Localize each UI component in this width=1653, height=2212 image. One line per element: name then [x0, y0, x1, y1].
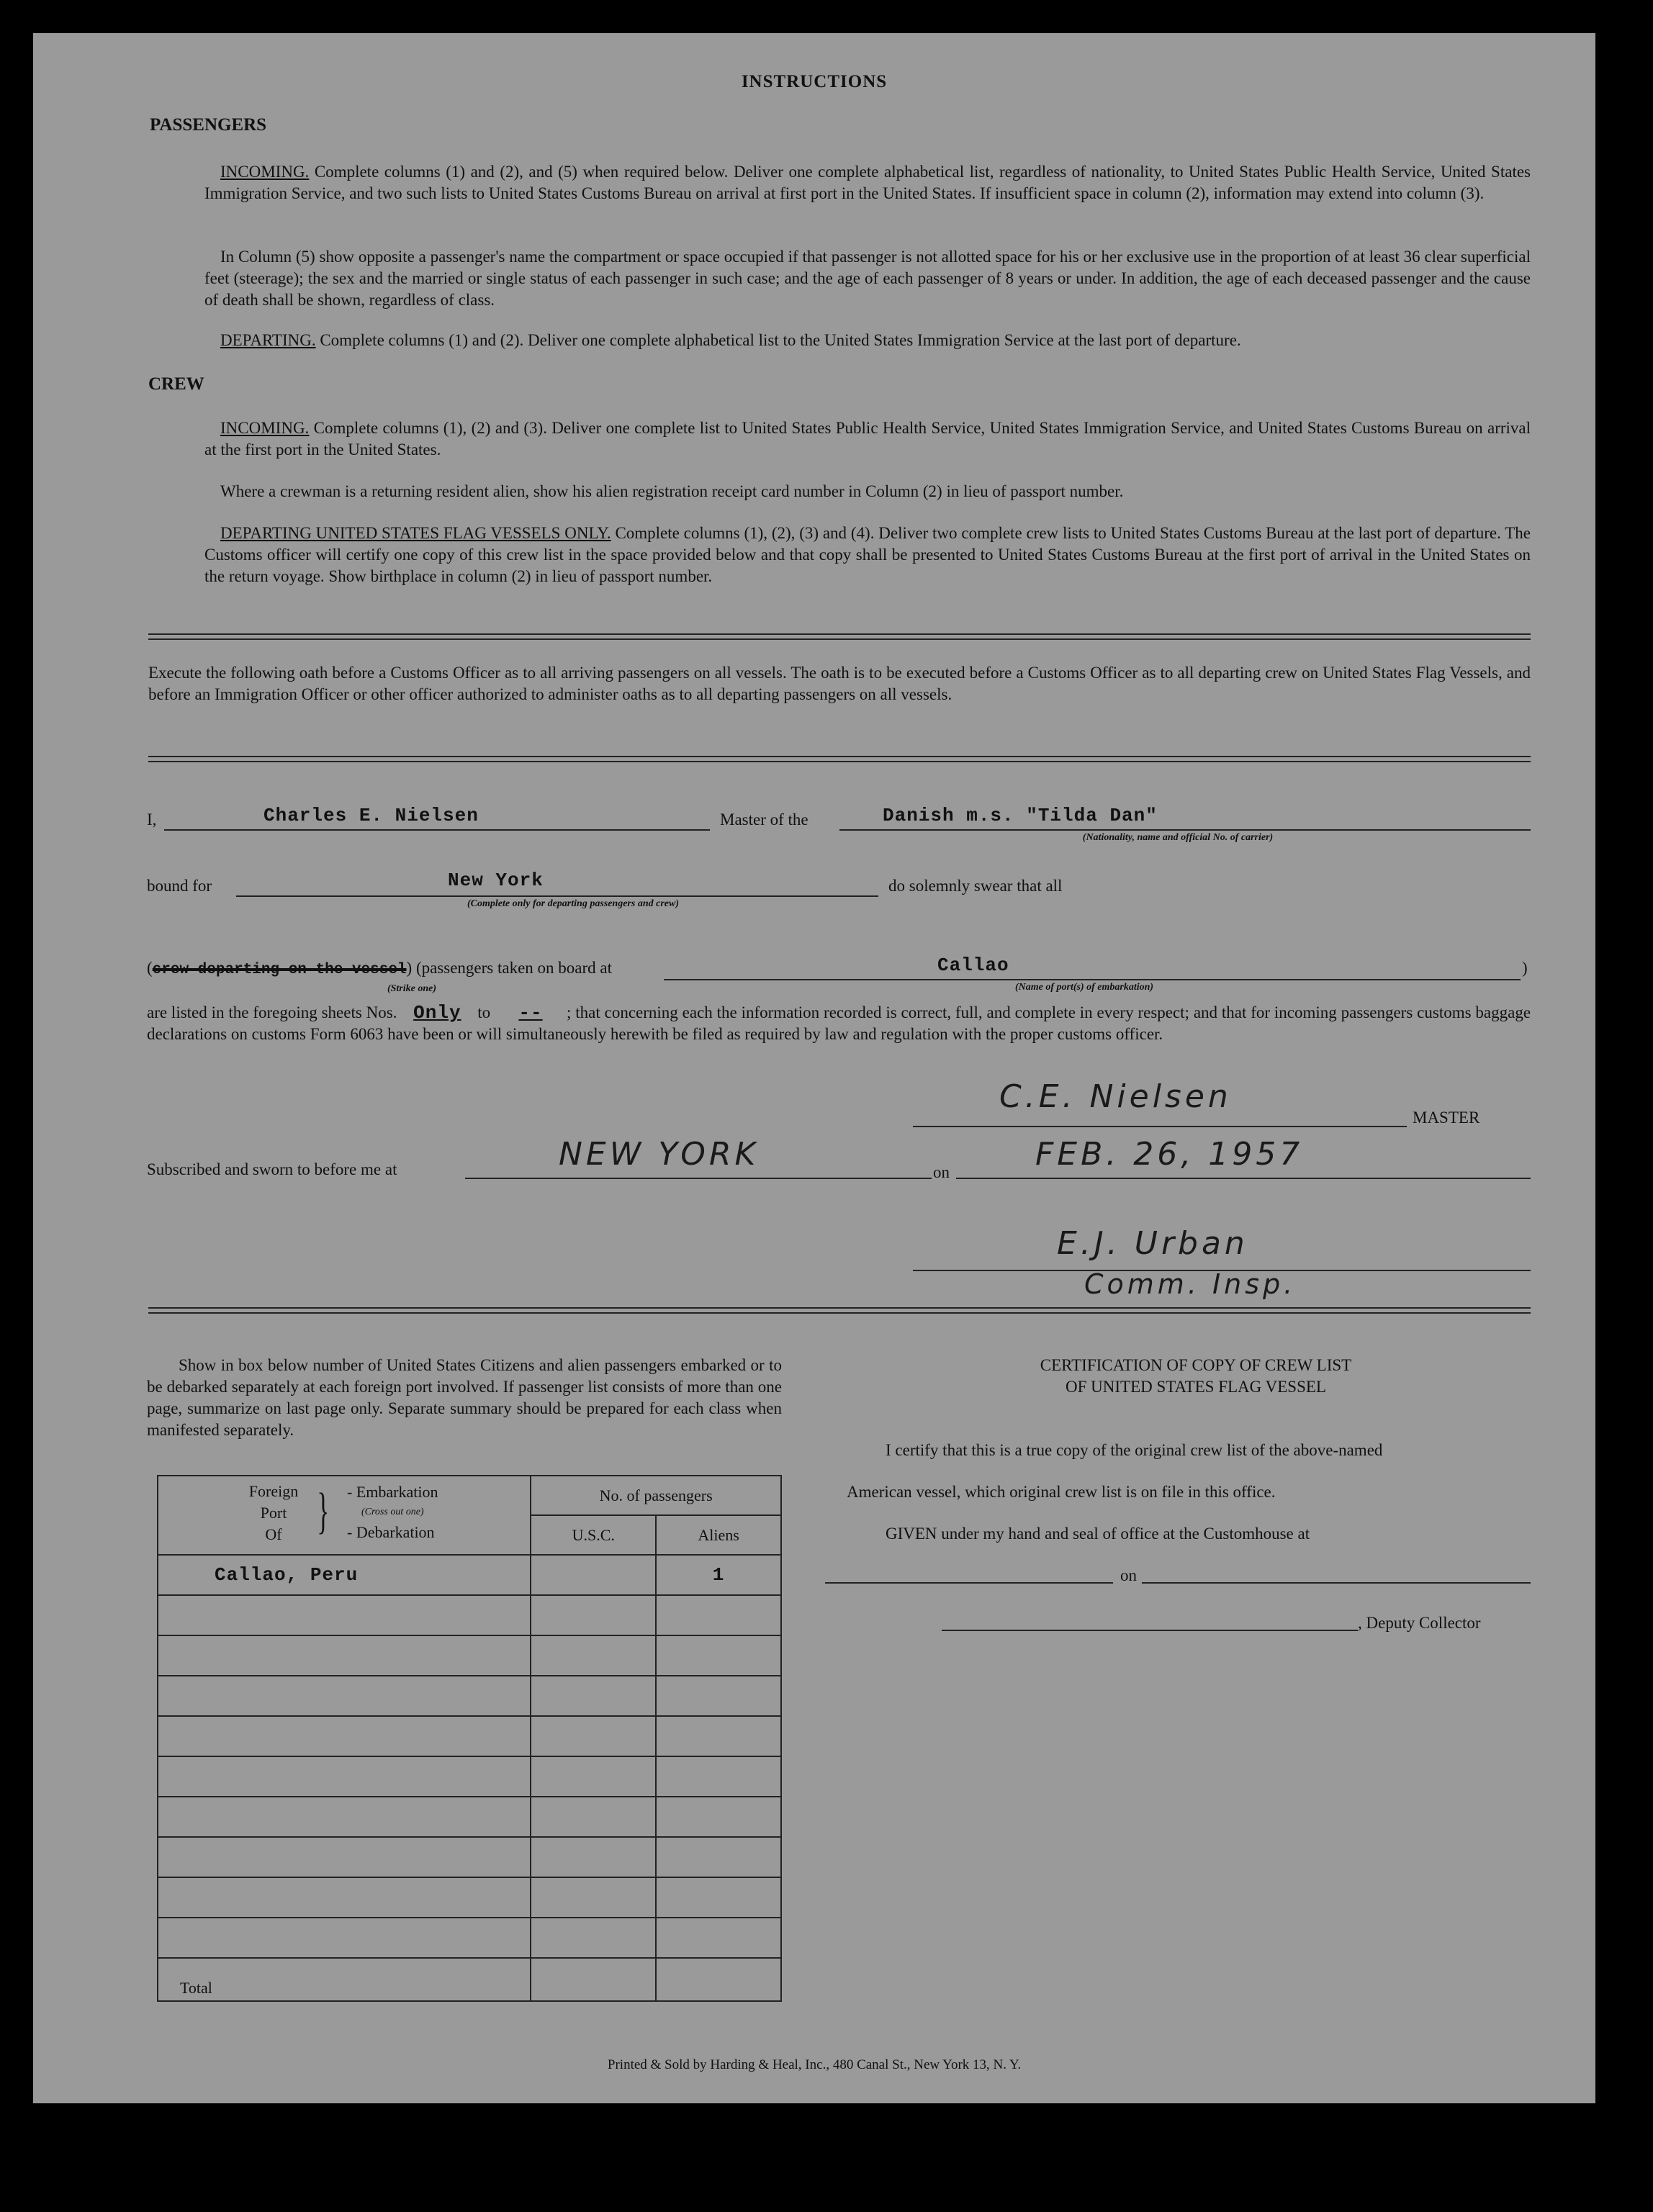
- sworn-date-value: FEB. 26, 1957: [1035, 1136, 1304, 1173]
- crew-departing-text: Complete columns (1), (2), (3) and (4). Deliver two complete crew lists to United States Customs Bureau at the last port of departure. The Customs officer will certify one copy of this crew list in the space provided below and that copy shall be presented to United States Customs Bureau at the first port of arrival in the United States on the return voyage. Show birthplace in column (2) in lieu of passport number.: [204, 524, 1531, 585]
- table-row: [158, 1635, 781, 1676]
- passengers-incoming-paragraph: [204, 161, 1531, 204]
- sheet-from-value: Only: [413, 1002, 461, 1024]
- debarkation-label: - Debarkation: [347, 1523, 435, 1541]
- open-paren: (: [147, 959, 153, 977]
- table-row: [158, 1797, 781, 1837]
- oath-i-label: I,: [147, 811, 157, 829]
- table-row: [158, 1595, 781, 1635]
- usc-header: U.S.C.: [531, 1515, 656, 1555]
- certification-line3: GIVEN under my hand and seal of office at the Customhouse at: [886, 1525, 1310, 1543]
- master-name-field: [164, 803, 710, 831]
- close-paren: ): [1522, 959, 1528, 977]
- destination-caption: (Complete only for departing passengers and crew): [467, 898, 679, 909]
- sheet-to-value: --: [518, 1002, 543, 1024]
- table-row: [158, 1716, 781, 1756]
- crew-heading: CREW: [148, 374, 204, 394]
- printer-footer: Printed & Sold by Harding & Heal, Inc., 480 Canal St., New York 13, N. Y.: [607, 2057, 1022, 2072]
- summary-intro: Show in box below number of United States Citizens and alien passengers embarked or to be debarked separately at each foreign port involved. If passenger list consists of more than one page, summarize on last page only. Separate summary should be prepared for each class when manifested separately.: [147, 1356, 782, 1439]
- passengers-departing-label: DEPARTING.: [220, 331, 316, 349]
- certification-on-label: on: [1120, 1566, 1137, 1584]
- vessel-value: Danish m.s. "Tilda Dan": [883, 805, 1158, 826]
- certification-date-blank: [1142, 1581, 1531, 1584]
- master-signature: C.E. Nielsen: [999, 1078, 1232, 1115]
- section-divider: [148, 633, 1531, 640]
- master-of-label: Master of the: [720, 811, 809, 829]
- master-signature-line: [913, 1078, 1407, 1127]
- port-caption: (Name of port(s) of embarkation): [1014, 982, 1154, 993]
- strike-caption: (Strike one): [387, 983, 437, 994]
- document-page: [33, 33, 1595, 2103]
- struck-crew-text: crew departing on the vessel: [152, 962, 407, 978]
- strike-one-line: [147, 959, 612, 978]
- foreign-label: Foreign: [248, 1482, 299, 1500]
- port-value: Callao: [937, 954, 1009, 976]
- vessel-caption: (Nationality, name and official No. of carrier): [1082, 832, 1274, 843]
- row1-usc: [531, 1555, 656, 1595]
- officer-signature: E.J. Urban: [1057, 1225, 1248, 1262]
- crew-resident-paragraph: Where a crewman is a returning resident alien, show his alien registration receipt card number in Column (2) in lieu of passport number.: [220, 482, 1124, 500]
- table-row: [158, 1555, 781, 1595]
- sworn-place-field: [465, 1136, 932, 1179]
- embark-debark-labels: [347, 1482, 438, 1543]
- sworn-label: Subscribed and sworn to before me at: [147, 1160, 397, 1178]
- table-row: [158, 1918, 781, 1958]
- deputy-collector-label: , Deputy Collector: [1358, 1614, 1481, 1632]
- destination-field: [236, 868, 878, 897]
- passengers-incoming-text: Complete columns (1) and (2), and (5) when required below. Deliver one complete alphabetical list, regardless of nationality, to United States Public Health Service, United States Immigration Service, and two such lists to United States Customs Bureau on arrival at first port in the United States. If insufficient space in column (2), information may extend into column (3).: [204, 163, 1531, 202]
- instructions-title: INSTRUCTIONS: [741, 72, 888, 91]
- crew-incoming-text: Complete columns (1), (2) and (3). Deliver one complete list to United States Public Health Service, United States Immigration Service, and United States Customs Bureau on arrival at the first port in the United States.: [204, 419, 1531, 459]
- no-passengers-header: No. of passengers: [531, 1476, 781, 1515]
- sworn-date-field: [956, 1136, 1531, 1179]
- section-divider: [148, 756, 1531, 762]
- table-row: [158, 1837, 781, 1877]
- total-row: [158, 1958, 781, 2001]
- cross-out-label: (Cross out one): [361, 1507, 424, 1517]
- certification-line1: I certify that this is a true copy of the original crew list of the above-named: [886, 1441, 1383, 1459]
- passengers-departing-paragraph: [204, 330, 1531, 351]
- deputy-collector-blank: [942, 1628, 1358, 1631]
- table-row: [158, 1676, 781, 1716]
- foreign-port-label: [238, 1481, 310, 1545]
- passengers-departing-text: Complete columns (1) and (2). Deliver one complete alphabetical list to the United States Immigration Service at the last port of departure.: [320, 331, 1241, 349]
- bound-for-label: bound for: [147, 877, 212, 895]
- certification-title-line2: OF UNITED STATES FLAG VESSEL: [1066, 1378, 1326, 1396]
- of-label: Of: [265, 1525, 282, 1543]
- master-label: MASTER: [1413, 1109, 1480, 1127]
- certification-line2: American vessel, which original crew list is on file in this office.: [847, 1483, 1276, 1501]
- brace-icon: }: [317, 1484, 330, 1539]
- crew-departing-paragraph: [204, 523, 1531, 587]
- listed-label: are listed in the foregoing sheets Nos.: [147, 1003, 397, 1021]
- officer-signature-line: [913, 1225, 1531, 1271]
- row1-port: Callao, Peru: [158, 1555, 531, 1595]
- passengers-taken-label: ) (passengers taken on board at: [406, 959, 613, 977]
- row1-aliens: 1: [656, 1555, 781, 1595]
- section-divider: [148, 1307, 1531, 1314]
- total-label: Total: [158, 1958, 531, 2001]
- port-field: [664, 953, 1521, 980]
- passengers-heading: PASSENGERS: [150, 115, 267, 135]
- sworn-place-value: NEW YORK: [559, 1136, 760, 1173]
- embarkation-label: - Embarkation: [347, 1483, 438, 1501]
- certification-title: [861, 1355, 1531, 1398]
- sworn-on-label: on: [933, 1163, 950, 1181]
- passengers-incoming-label: INCOMING.: [220, 163, 310, 181]
- master-name-value: Charles E. Nielsen: [264, 805, 479, 826]
- to-label: to: [477, 1003, 491, 1021]
- oath-intro-paragraph: Execute the following oath before a Customs Officer as to all arriving passengers on all vessels. The oath is to be executed before a Customs Officer as to all departing crew on United States Flag Vessels, and before an Immigration Officer or other officer authorized to administer oaths as to all departing passengers on all vessels.: [148, 664, 1531, 703]
- table-row: [158, 1756, 781, 1797]
- crew-incoming-paragraph: [204, 417, 1531, 461]
- certification-title-line1: CERTIFICATION OF COPY OF CREW LIST: [1040, 1356, 1352, 1374]
- crew-incoming-label: INCOMING.: [220, 419, 310, 437]
- foreign-port-header: [158, 1476, 531, 1555]
- passenger-summary-table: [157, 1475, 782, 2002]
- destination-value: New York: [448, 870, 544, 891]
- table-row: [158, 1877, 781, 1918]
- passengers-column5-paragraph: In Column (5) show opposite a passenger's name the compartment or space occupied if that passenger is not allotted space for his or her exclusive use in the proportion of at least 36 clear superficial feet (steerage); the sex and the married or single status of each passenger in such case; and the age of each passenger of 8 years or under. In addition, the age of each deceased passenger and the cause of death shall be shown, regardless of class.: [204, 248, 1531, 309]
- crew-departing-label: DEPARTING UNITED STATES FLAG VESSELS ONLY.: [220, 524, 611, 542]
- vessel-field: [839, 803, 1531, 831]
- listed-paragraph: [147, 1002, 1531, 1045]
- customhouse-blank: [825, 1581, 1113, 1584]
- summary-header-row: [158, 1476, 781, 1515]
- port-label: Port: [260, 1504, 287, 1522]
- officer-title: Comm. Insp.: [1084, 1268, 1297, 1300]
- listed-rest-text: ; that concerning each the information recorded is correct, full, and complete in every respect; and that for incoming passengers customs baggage declarations on customs Form 6063 have been or will simultaneously herewith be filed as required by law and regulation with the proper customs officer.: [147, 1003, 1531, 1043]
- swear-label: do solemnly swear that all: [888, 877, 1063, 895]
- aliens-header: Aliens: [656, 1515, 781, 1555]
